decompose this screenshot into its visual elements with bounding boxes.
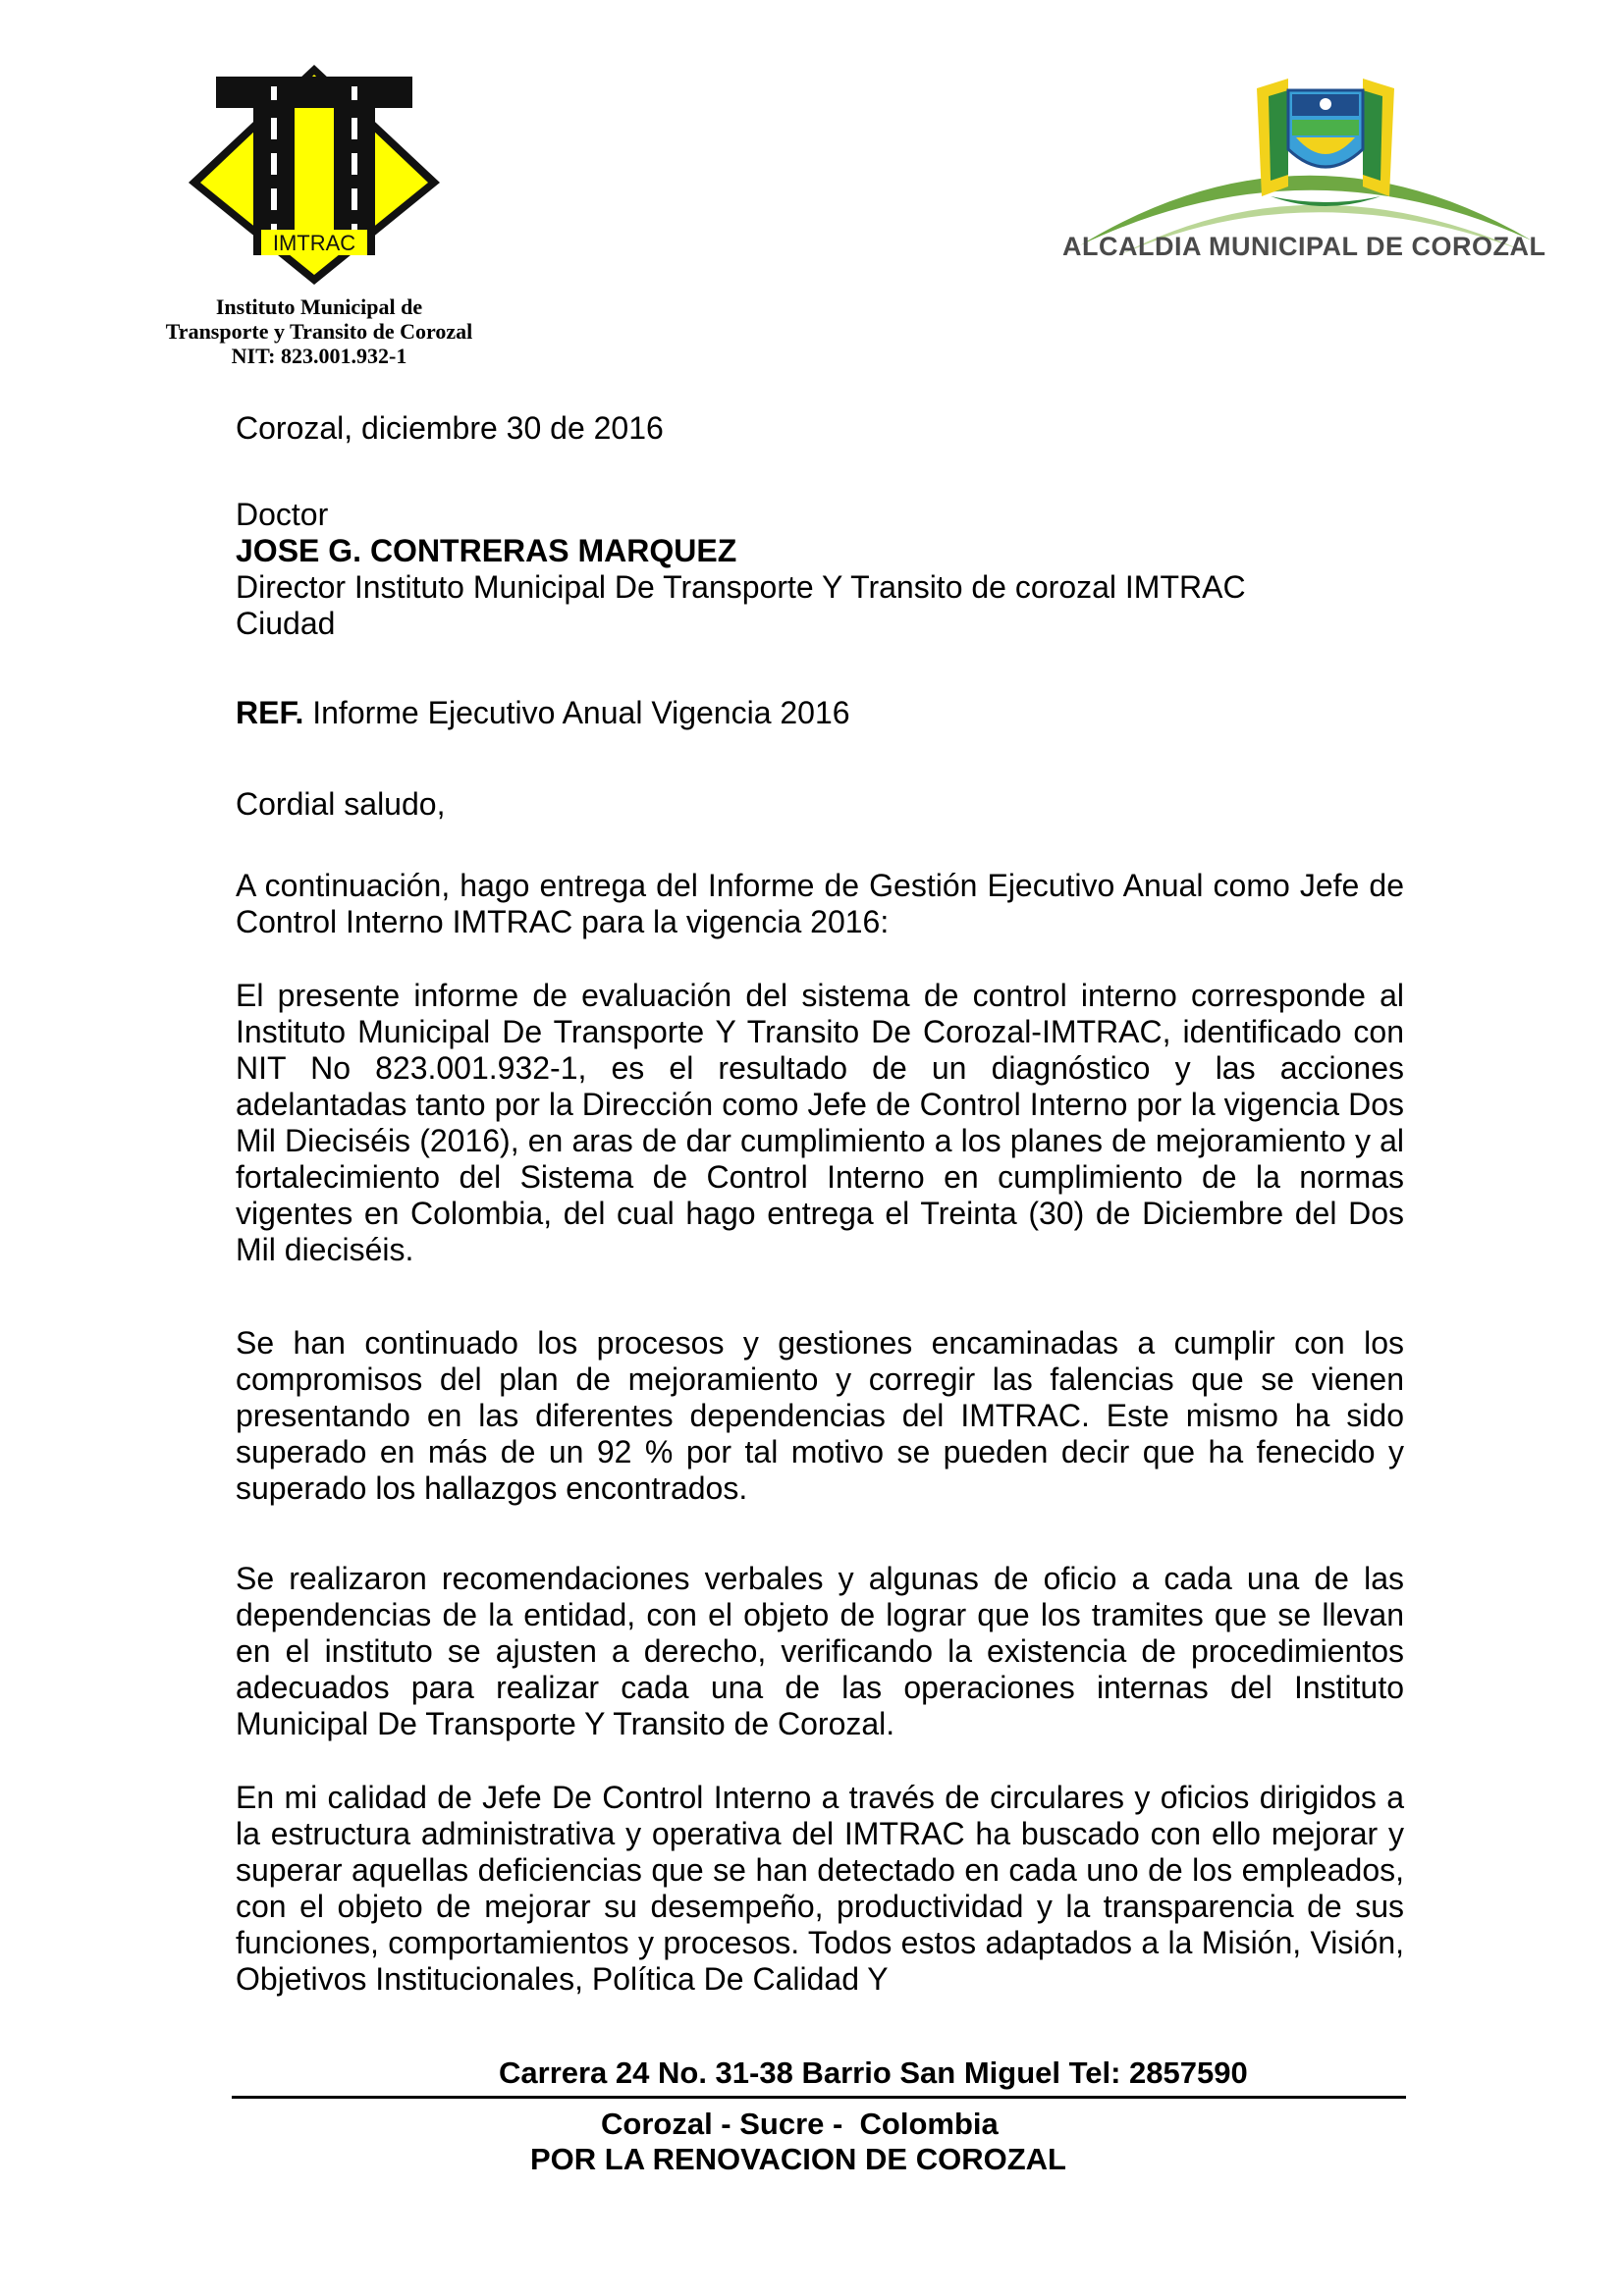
institute-nit: NIT: 823.001.932-1 bbox=[231, 344, 407, 368]
footer-slogan: POR LA RENOVACION DE COROZAL bbox=[530, 2142, 1066, 2176]
imtrac-logo-text: IMTRAC bbox=[272, 231, 356, 255]
footer-address: Carrera 24 No. 31-38 Barrio San Miguel Tel: 2857590 bbox=[499, 2056, 1248, 2090]
footer-divider bbox=[232, 2096, 1406, 2099]
body-paragraph: Se han continuado los procesos y gestiones encaminadas a cumplir con los compromisos del plan de mejoramiento y corregir las falencias que se vienen presentando en las diferentes dependencias del IMTRAC. Este mismo ha sido superado en más de un 92 % por tal motivo se pueden decir que ha fenecido y superado los hallazgos encontrados. bbox=[236, 1325, 1404, 1506]
body-paragraph: El presente informe de evaluación del sistema de control interno corresponde al Instituto Municipal De Transporte Y Transito De Corozal-IMTRAC, identificado con NIT No 823.001.932-1, es el resultado de un diagnóstico y las acciones adelantadas tanto por la Dirección como Jefe de Control Interno por la vigencia Dos Mil Dieciséis (2016), en aras de dar cumplimiento a los planes de mejoramiento y al fortalecimiento del Sistema de Control Interno en cumplimiento de la normas vigentes en Colombia, del cual hago entrega el Treinta (30) de Diciembre del Dos Mil dieciséis. bbox=[236, 978, 1404, 1267]
body-paragraph: Se realizaron recomendaciones verbales y algunas de oficio a cada una de las dependencias de la entidad, con el objeto de lograr que los tramites que se llevan en el instituto se ajusten a derecho, verificando la existencia de procedimientos adecuados para realizar cada una de las operaciones internas del Instituto Municipal De Transporte Y Transito de Corozal. bbox=[236, 1561, 1404, 1741]
alcaldia-caption: ALCALDIA MUNICIPAL DE COROZAL bbox=[1062, 232, 1546, 261]
greeting: Cordial saludo, bbox=[236, 786, 446, 822]
recipient-city: Ciudad bbox=[236, 606, 336, 641]
imtrac-logo bbox=[177, 57, 452, 293]
footer-location: Corozal - Sucre - Colombia bbox=[601, 2107, 999, 2141]
letter-header bbox=[236, 410, 1404, 823]
reference-line bbox=[236, 695, 1404, 731]
reference-text: Informe Ejecutivo Anual Vigencia 2016 bbox=[303, 695, 850, 730]
institute-caption-line: Transporte y Transito de Corozal bbox=[165, 319, 473, 344]
institute-caption bbox=[118, 294, 520, 368]
body-paragraph: En mi calidad de Jefe De Control Interno a través de circulares y oficios dirigidos a la estructura administrativa y operativa del IMTRAC ha buscado con ello mejorar y superar aquellas deficiencias que se han detectado en cada uno de los empleados, con el objeto de mejorar su desempeño, productividad y la transparencia de sus funciones, comportamientos y procesos. Todos estos adaptados a la Misión, Visión, Objetivos Institucionales, Política De Calidad Y bbox=[236, 1780, 1404, 1997]
recipient-title: Doctor bbox=[236, 497, 329, 532]
reference-label: REF. bbox=[236, 695, 304, 730]
recipient-position: Director Instituto Municipal De Transporte Y Transito de corozal IMTRAC bbox=[236, 569, 1246, 605]
institute-caption-line: Instituto Municipal de bbox=[215, 294, 423, 319]
body-paragraph: A continuación, hago entrega del Informe de Gestión Ejecutivo Anual como Jefe de Control Interno IMTRAC para la vigencia 2016: bbox=[236, 868, 1404, 939]
recipient-name: JOSE G. CONTRERAS MARQUEZ bbox=[236, 533, 737, 568]
letter-date: Corozal, diciembre 30 de 2016 bbox=[236, 410, 664, 446]
